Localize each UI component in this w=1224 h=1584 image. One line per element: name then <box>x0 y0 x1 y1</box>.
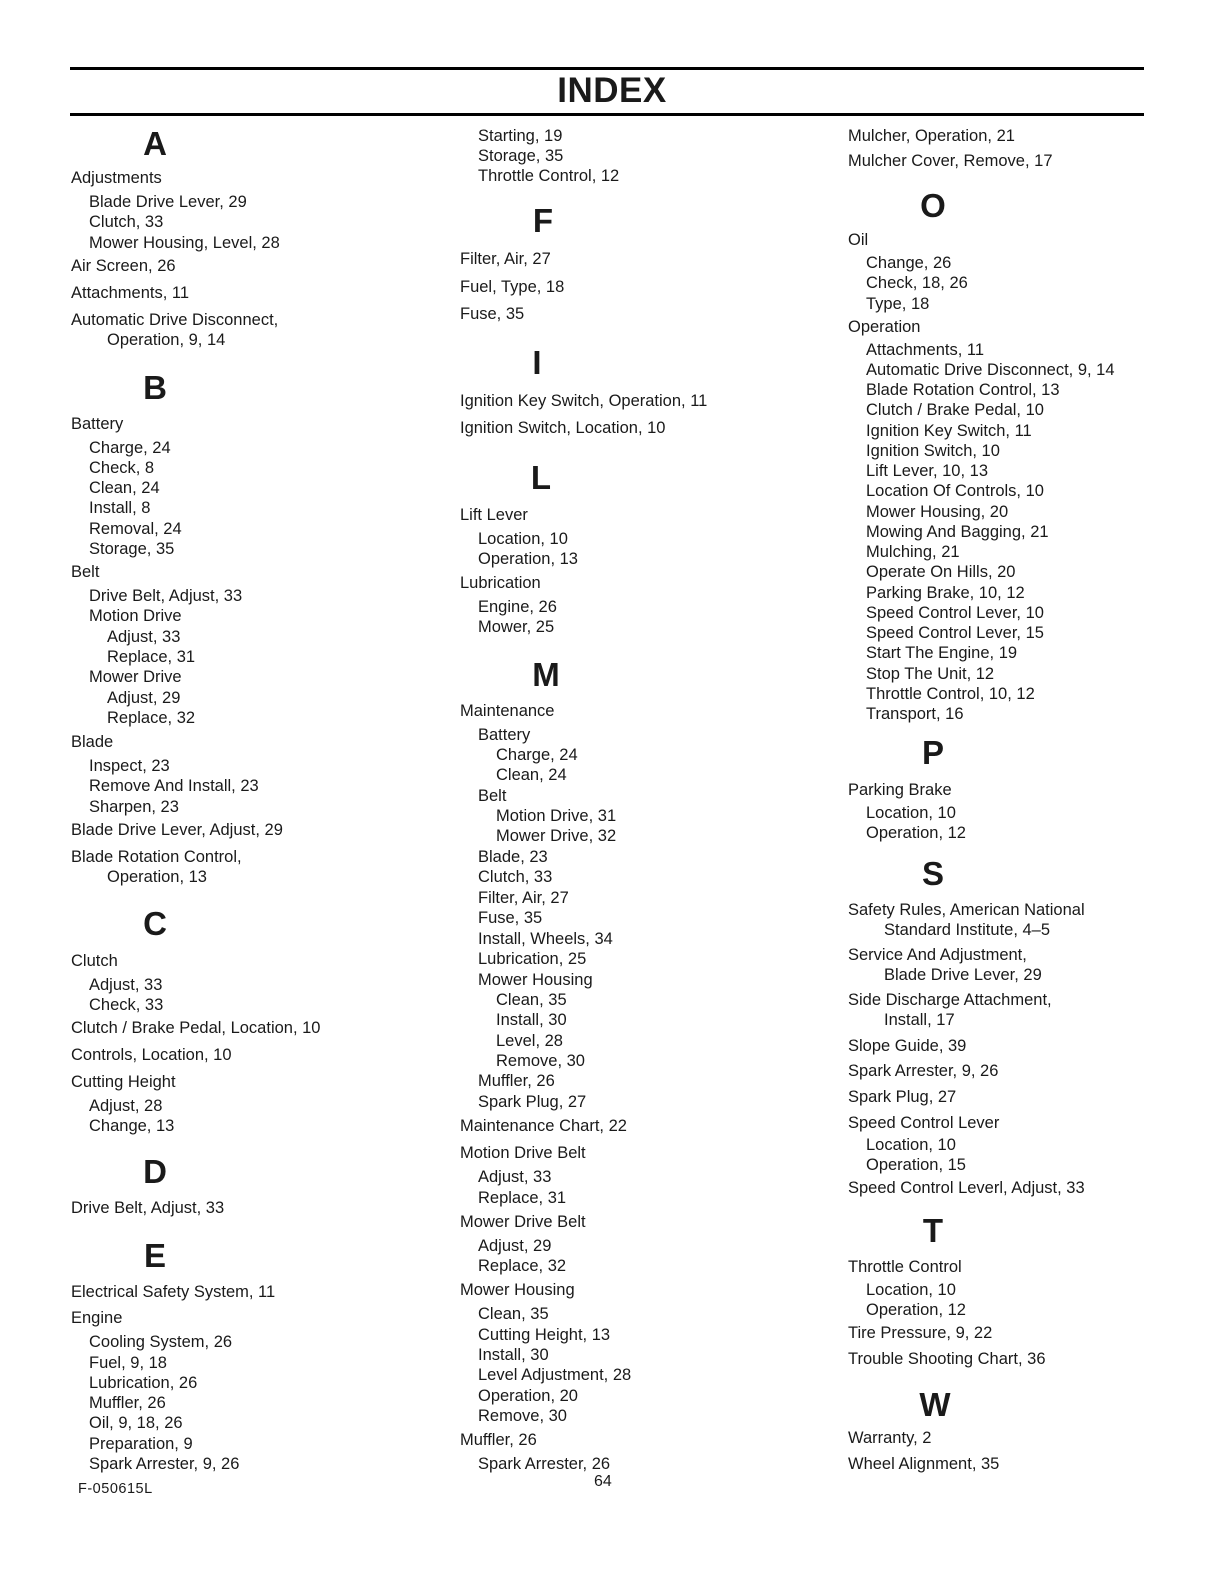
index-entry: Type, 18 <box>866 295 930 313</box>
index-entry: Ignition Key Switch, Operation, 11 <box>460 392 708 410</box>
index-entry: Adjustments <box>71 169 162 187</box>
index-entry: Throttle Control, 10, 12 <box>866 685 1035 703</box>
index-entry: Engine, 26 <box>478 598 557 616</box>
index-entry: Oil <box>848 231 869 249</box>
index-entry: Parking Brake, 10, 12 <box>866 584 1025 602</box>
index-entry: Belt <box>71 563 100 581</box>
section-letter-c: C <box>143 905 167 942</box>
index-entry: Muffler, 26 <box>478 1072 555 1090</box>
index-entry: Parking Brake <box>848 781 952 799</box>
index-entry: Attachments, 11 <box>866 341 985 359</box>
section-letter-t: T <box>922 1212 944 1249</box>
index-entry: Clean, 24 <box>89 479 160 497</box>
index-entry: Maintenance <box>460 702 555 720</box>
index-entry: Inspect, 23 <box>89 757 170 775</box>
section-letter-p: P <box>921 734 944 771</box>
index-entry: Mulcher, Operation, 21 <box>848 127 1015 145</box>
index-entry: Attachments, 11 <box>71 284 190 302</box>
index-entry: Check, 18, 26 <box>866 274 968 292</box>
index-entry: Location, 10 <box>866 1281 956 1299</box>
index-entry: Fuel, 9, 18 <box>89 1354 167 1372</box>
index-entry: Spark Arrester, 9, 26 <box>89 1455 240 1473</box>
index-entry: Drive Belt, Adjust, 33 <box>71 1199 225 1217</box>
index-entry: Adjust, 33 <box>107 628 181 646</box>
index-entry: Blade Rotation Control, 13 <box>866 381 1060 399</box>
index-entry: Install, 17 <box>884 1011 955 1029</box>
index-entry: Remove, 30 <box>478 1407 567 1425</box>
index-entry: Adjust, 33 <box>478 1168 552 1186</box>
index-entry: Install, 30 <box>496 1011 567 1029</box>
index-entry: Lubrication <box>460 574 541 592</box>
index-entry: Replace, 31 <box>478 1189 567 1207</box>
index-entry: Blade Drive Lever, 29 <box>89 193 247 211</box>
index-entry: Speed Control Lever, 15 <box>866 624 1044 642</box>
index-entry: Mower Housing <box>478 971 593 989</box>
form-code: F-050615L <box>78 1481 153 1497</box>
index-entry: Operation <box>848 318 921 336</box>
index-entry: Mulching, 21 <box>866 543 960 561</box>
index-entry: Install, 30 <box>478 1346 549 1364</box>
index-entry: Drive Belt, Adjust, 33 <box>89 587 243 605</box>
index-entry: Slope Guide, 39 <box>848 1037 967 1055</box>
index-entry: Spark Arrester, 26 <box>478 1455 611 1473</box>
index-entry: Clutch / Brake Pedal, 10 <box>866 401 1044 419</box>
index-entry: Mower, 25 <box>478 618 555 636</box>
index-entry: Install, Wheels, 34 <box>478 930 613 948</box>
index-entry: Removal, 24 <box>89 520 182 538</box>
index-entry: Throttle Control, 12 <box>478 167 620 185</box>
section-letter-e: E <box>143 1237 166 1274</box>
index-entry: Mower Drive Belt <box>460 1213 586 1231</box>
index-entry: Muffler, 26 <box>89 1394 166 1412</box>
index-entry: Battery <box>478 726 531 744</box>
index-entry: Belt <box>478 787 507 805</box>
index-entry: Charge, 24 <box>496 746 578 764</box>
index-entry: Clutch <box>71 952 118 970</box>
index-entry: Check, 8 <box>89 459 155 477</box>
index-entry: Side Discharge Attachment, <box>848 991 1052 1009</box>
index-entry: Blade Rotation Control, <box>71 848 242 866</box>
index-entry: Replace, 31 <box>107 648 196 666</box>
index-entry: Sharpen, 23 <box>89 798 179 816</box>
index-entry: Storage, 35 <box>89 540 175 558</box>
section-letter-i: I <box>532 344 542 381</box>
index-entry: Operation, 12 <box>866 824 966 842</box>
index-entry: Location Of Controls, 10 <box>866 482 1044 500</box>
index-entry: Spark Plug, 27 <box>848 1088 957 1106</box>
index-entry: Warranty, 2 <box>848 1429 932 1447</box>
index-entry: Clean, 24 <box>496 766 567 784</box>
index-entry: Operation, 15 <box>866 1156 966 1174</box>
index-entry: Location, 10 <box>866 1136 956 1154</box>
index-entry: Replace, 32 <box>107 709 196 727</box>
index-entry: Operation, 12 <box>866 1301 966 1319</box>
index-entry: Motion Drive, 31 <box>496 807 617 825</box>
index-entry: Adjust, 28 <box>89 1097 163 1115</box>
section-letter-s: S <box>921 855 944 892</box>
index-entry: Start The Engine, 19 <box>866 644 1018 662</box>
index-entry: Fuel, Type, 18 <box>460 278 565 296</box>
index-entry: Change, 26 <box>866 254 952 272</box>
index-entry: Tire Pressure, 9, 22 <box>848 1324 993 1342</box>
index-entry: Operation, 20 <box>478 1387 578 1405</box>
index-entry: Clutch, 33 <box>89 213 164 231</box>
index-entry: Lubrication, 26 <box>89 1374 198 1392</box>
section-letter-f: F <box>532 202 554 239</box>
section-letter-b: B <box>143 369 167 406</box>
index-entry: Filter, Air, 27 <box>478 889 569 907</box>
index-entry: Service And Adjustment, <box>848 946 1027 964</box>
index-entry: Motion Drive <box>89 607 182 625</box>
index-entry: Clean, 35 <box>496 991 567 1009</box>
index-entry: Location, 10 <box>478 530 568 548</box>
index-entry: Spark Arrester, 9, 26 <box>848 1062 999 1080</box>
index-entry: Operation, 13 <box>107 868 207 886</box>
index-entry: Remove And Install, 23 <box>89 777 259 795</box>
index-entry: Transport, 16 <box>866 705 964 723</box>
index-entry: Maintenance Chart, 22 <box>460 1117 627 1135</box>
index-entry: Storage, 35 <box>478 147 564 165</box>
index-entry: Adjust, 33 <box>89 976 163 994</box>
index-entry: Speed Control Leverl, Adjust, 33 <box>848 1179 1085 1197</box>
index-entry: Throttle Control <box>848 1258 962 1276</box>
section-letter-w: W <box>919 1386 951 1423</box>
index-entry: Blade Drive Lever, Adjust, 29 <box>71 821 283 839</box>
index-entry: Operation, 13 <box>478 550 578 568</box>
index-entry: Cooling System, 26 <box>89 1333 233 1351</box>
index-entry: Install, 8 <box>89 499 151 517</box>
index-entry: Electrical Safety System, 11 <box>71 1283 276 1301</box>
index-entry: Automatic Drive Disconnect, 9, 14 <box>866 361 1115 379</box>
index-entry: Cutting Height <box>71 1073 176 1091</box>
index-entry: Clean, 35 <box>478 1305 549 1323</box>
index-entry: Blade <box>71 733 114 751</box>
index-entry: Engine <box>71 1309 123 1327</box>
index-entry: Filter, Air, 27 <box>460 250 551 268</box>
index-entry: Speed Control Lever <box>848 1114 1000 1132</box>
index-entry: Adjust, 29 <box>107 689 181 707</box>
index-entry: Ignition Key Switch, 11 <box>866 422 1032 440</box>
section-letter-o: O <box>920 187 946 224</box>
index-entry: Speed Control Lever, 10 <box>866 604 1044 622</box>
index-entry: Standard Institute, 4–5 <box>884 921 1051 939</box>
index-entry: Preparation, 9 <box>89 1435 193 1453</box>
index-entry: Change, 13 <box>89 1117 175 1135</box>
index-entry: Level Adjustment, 28 <box>478 1366 632 1384</box>
index-entry: Mower Housing, 20 <box>866 503 1009 521</box>
index-entry: Clutch, 33 <box>478 868 553 886</box>
index-entry: Starting, 19 <box>478 127 563 145</box>
index-entry: Automatic Drive Disconnect, <box>71 311 279 329</box>
section-letter-d: D <box>143 1153 167 1190</box>
page-title: INDEX <box>557 71 667 110</box>
index-entry: Trouble Shooting Chart, 36 <box>848 1350 1046 1368</box>
index-entry: Controls, Location, 10 <box>71 1046 232 1064</box>
index-entry: Level, 28 <box>496 1032 563 1050</box>
index-entry: Operation, 9, 14 <box>107 331 226 349</box>
title-underline <box>70 113 1144 116</box>
index-entry: Air Screen, 26 <box>71 257 176 275</box>
index-entry: Wheel Alignment, 35 <box>848 1455 1000 1473</box>
index-entry: Ignition Switch, 10 <box>866 442 1000 460</box>
index-entry: Blade, 23 <box>478 848 548 866</box>
index-entry: Mower Housing <box>460 1281 575 1299</box>
index-entry: Spark Plug, 27 <box>478 1093 587 1111</box>
index-entry: Charge, 24 <box>89 439 171 457</box>
index-entry: Oil, 9, 18, 26 <box>89 1414 183 1432</box>
index-entry: Mower Housing, Level, 28 <box>89 234 280 252</box>
index-entry: Location, 10 <box>866 804 956 822</box>
index-entry: Mower Drive <box>89 668 182 686</box>
index-entry: Ignition Switch, Location, 10 <box>460 419 666 437</box>
index-entry: Clutch / Brake Pedal, Location, 10 <box>71 1019 321 1037</box>
index-entry: Muffler, 26 <box>460 1431 537 1449</box>
index-entry: Lift Lever <box>460 506 528 524</box>
index-entry: Mowing And Bagging, 21 <box>866 523 1049 541</box>
index-entry: Stop The Unit, 12 <box>866 665 995 683</box>
index-entry: Fuse, 35 <box>478 909 543 927</box>
index-entry: Mower Drive, 32 <box>496 827 617 845</box>
index-entry: Lift Lever, 10, 13 <box>866 462 989 480</box>
index-entry: Replace, 32 <box>478 1257 567 1275</box>
index-entry: Motion Drive Belt <box>460 1144 586 1162</box>
section-letter-m: M <box>532 656 560 693</box>
index-entry: Safety Rules, American National <box>848 901 1085 919</box>
section-letter-a: A <box>143 125 167 162</box>
page-number: 64 <box>594 1473 612 1490</box>
index-entry: Fuse, 35 <box>460 305 525 323</box>
index-entry: Lubrication, 25 <box>478 950 587 968</box>
index-entry: Remove, 30 <box>496 1052 585 1070</box>
index-entry: Operate On Hills, 20 <box>866 563 1016 581</box>
index-entry: Cutting Height, 13 <box>478 1326 611 1344</box>
index-entry: Battery <box>71 415 124 433</box>
index-entry: Adjust, 29 <box>478 1237 552 1255</box>
index-entry: Mulcher Cover, Remove, 17 <box>848 152 1053 170</box>
index-entry: Check, 33 <box>89 996 164 1014</box>
index-entry: Blade Drive Lever, 29 <box>884 966 1042 984</box>
section-letter-l: L <box>530 459 552 496</box>
